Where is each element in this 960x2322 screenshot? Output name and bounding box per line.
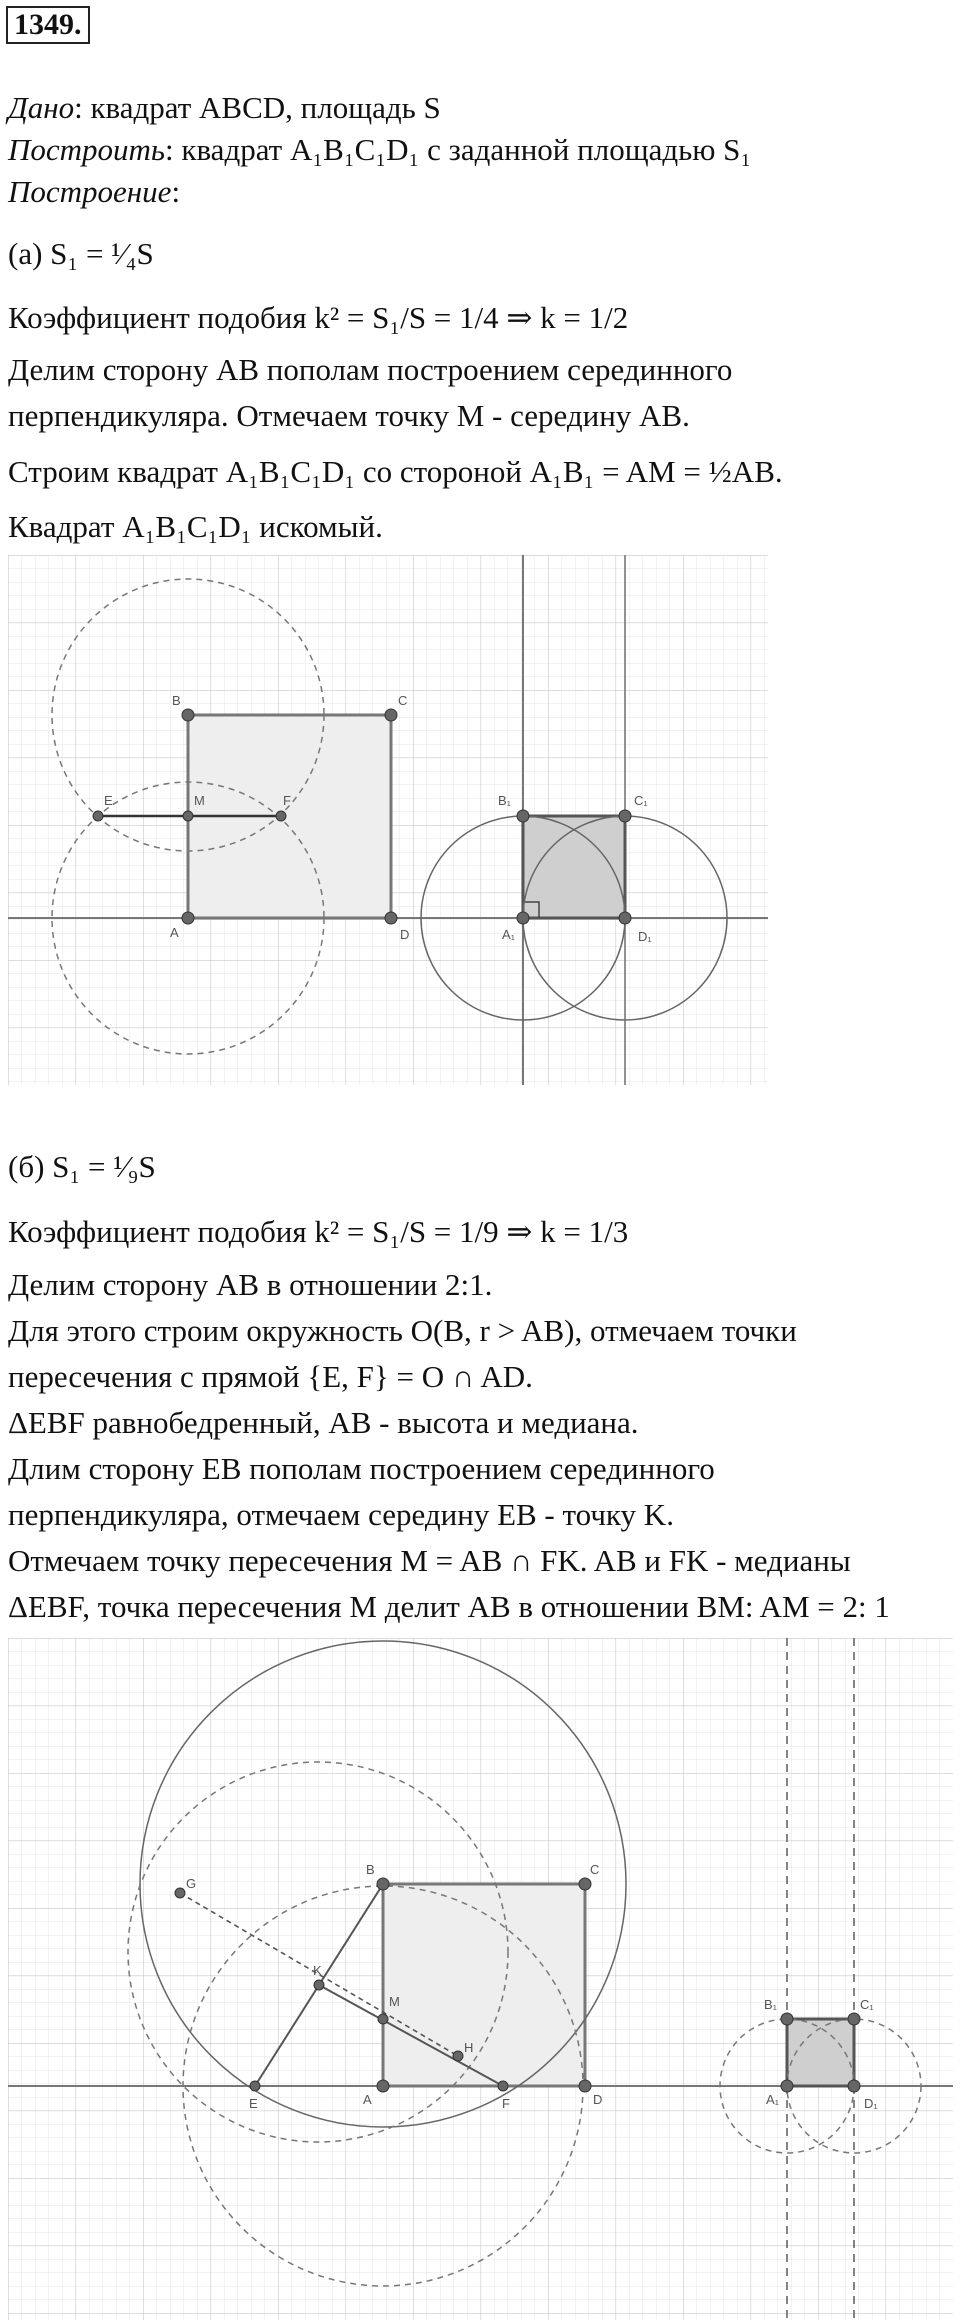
figure-a xyxy=(8,555,768,1085)
label-k: K xyxy=(313,1963,322,1978)
label-b: B xyxy=(172,693,181,708)
part-a-title: (а) S₁ = ¹⁄₄S xyxy=(8,236,154,271)
construction-line: Построение: xyxy=(8,174,181,209)
label-d1: D₁ xyxy=(864,2096,878,2111)
label-f: F xyxy=(283,793,291,808)
part-b-line-5: ΔEBF равнобедренный, AB - высота и медиана. xyxy=(8,1405,639,1440)
label-c1: C₁ xyxy=(634,793,648,808)
label-b: B xyxy=(366,1862,375,1877)
part-b-line-6: Длим сторону EB пополам построением серединного xyxy=(8,1451,715,1486)
part-b-line-2: Делим сторону AB в отношении 2:1. xyxy=(8,1267,493,1302)
label-b1: B₁ xyxy=(764,1997,778,2012)
part-a-line-5: Квадрат A₁B₁C₁D₁ искомый. xyxy=(8,509,383,544)
construct-line: Построить: квадрат A₁B₁C₁D₁ с заданной площадью S₁ xyxy=(8,132,752,167)
part-b-line-8: Отмечаем точку пересечения M = AB ∩ FK. AB и FK - медианы xyxy=(8,1543,851,1578)
figure-b xyxy=(8,1638,953,2320)
label-a1: A₁ xyxy=(502,927,516,942)
label-d: D xyxy=(593,2092,603,2107)
part-b-title: (б) S₁ = ¹⁄₉S xyxy=(8,1149,156,1184)
label-a: A xyxy=(170,925,179,940)
part-b-line-7: перпендикуляра, отмечаем середину EB - точку K. xyxy=(8,1497,674,1532)
label-m: M xyxy=(194,793,205,808)
part-a-line-3: перпендикуляра. Отмечаем точку M - середину AB. xyxy=(8,398,690,433)
label-a: A xyxy=(363,2092,372,2107)
label-d: D xyxy=(400,927,410,942)
label-b1: B₁ xyxy=(498,793,512,808)
part-a-line-1: Коэффициент подобия k² = S₁/S = 1/4 ⇒ k = 1/2 xyxy=(8,300,629,335)
label-c1: C₁ xyxy=(860,1997,874,2012)
label-f: F xyxy=(502,2096,510,2111)
square-a1b1c1d1-b xyxy=(787,2019,854,2086)
part-a-line-2: Делим сторону AB пополам построением серединного xyxy=(8,352,733,387)
label-d1: D₁ xyxy=(638,929,652,944)
label-m: M xyxy=(389,1994,400,2009)
problem-number: 1349. xyxy=(6,6,90,44)
given-line: Дано: квадрат ABCD, площадь S xyxy=(8,90,441,125)
label-h: H xyxy=(464,2040,474,2055)
label-c: C xyxy=(398,693,408,708)
part-a-line-4: Строим квадрат A₁B₁C₁D₁ со стороной A₁B₁ = AM = ½AB. xyxy=(8,454,783,489)
part-b-line-3: Для этого строим окружность O(B, r > AB), отмечаем точки xyxy=(8,1313,797,1348)
part-b-line-9: ΔEBF, точка пересечения M делит AB в отношении BM: AM = 2: 1 xyxy=(8,1589,890,1624)
label-e: E xyxy=(104,793,113,808)
label-g: G xyxy=(186,1876,197,1891)
part-b-line-1: Коэффициент подобия k² = S₁/S = 1/9 ⇒ k = 1/3 xyxy=(8,1214,629,1249)
part-b-line-4: пересечения с прямой {E, F} = O ∩ AD. xyxy=(8,1359,533,1394)
label-e: E xyxy=(249,2096,258,2111)
label-c: C xyxy=(590,1862,600,1877)
label-a1: A₁ xyxy=(766,2092,780,2107)
